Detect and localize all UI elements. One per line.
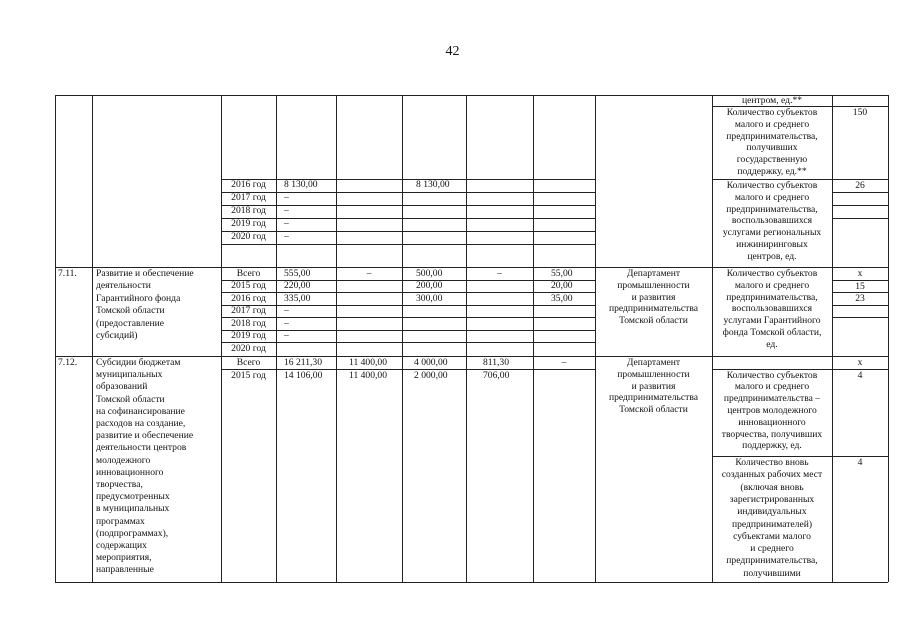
event-name: (подпрограммах),: [96, 527, 169, 539]
total-cell: 8 130,00: [284, 179, 318, 190]
event-name: деятельности центров: [96, 442, 187, 454]
indicator-text: зарегистрированных: [729, 493, 815, 505]
event-name: Томской области: [96, 393, 165, 405]
year-row-line: [221, 192, 595, 193]
year-row-line: [221, 305, 595, 306]
indicator-text: творчества, получивших: [721, 428, 823, 440]
amount-cell: 200,00: [416, 280, 443, 291]
event-name: предусмотренных: [96, 491, 170, 503]
year-cell: 2019 год: [231, 330, 266, 341]
amount-cell: 4 000,00: [414, 357, 448, 368]
column-line: [92, 95, 93, 582]
year-row-line: [221, 218, 595, 219]
year-cell: 2020 год: [231, 230, 266, 242]
event-name: Субсидии бюджетам: [96, 357, 181, 368]
year-row-line: [221, 330, 595, 331]
amount-cell: 811,30: [483, 357, 510, 368]
value-row-line: [832, 192, 888, 193]
amount-cell: –: [366, 267, 372, 279]
indicator-text: инновационного: [738, 416, 806, 428]
year-cell: 2018 год: [231, 317, 266, 329]
department-text: предпринимательства: [608, 392, 699, 404]
value-row-line: [832, 317, 888, 318]
amount-cell: 11 400,00: [349, 369, 388, 381]
year-cell: 2015 год: [231, 280, 266, 291]
indicator-value: 4: [857, 457, 863, 468]
indicator-text: малого и среднего: [734, 118, 810, 130]
year-row-line: [221, 342, 595, 343]
event-name: расходов на создание,: [96, 418, 186, 429]
event-name: направленные: [96, 564, 154, 576]
event-name: Гарантийного фонда: [96, 292, 181, 304]
event-name: творчества,: [96, 479, 143, 490]
indicator-text: малого и среднего: [734, 279, 810, 291]
indicator-text: индивидуальных: [737, 506, 807, 518]
total-cell: –: [284, 204, 289, 216]
indicator-text: предпринимательства –: [723, 393, 821, 405]
event-name: содержащих: [96, 540, 147, 551]
department-text: и развития: [631, 291, 676, 303]
total-cell: –: [284, 317, 289, 329]
department-text: Томской области: [619, 315, 688, 327]
indicator-text: малого и среднего: [734, 381, 810, 393]
indicator-text: и среднего: [750, 543, 794, 555]
total-cell: –: [284, 230, 289, 242]
event-name: инновационного: [96, 466, 164, 478]
department-text: Томской области: [619, 404, 688, 416]
department-text: промышленности: [617, 368, 690, 380]
amount-cell: 8 130,00: [416, 179, 450, 190]
indicator-text: субъектами малого: [733, 530, 811, 542]
year-cell: 2020 год: [231, 342, 266, 354]
indicator-text: поддержку, ед.**: [737, 166, 807, 177]
indicator-value: 26: [855, 180, 865, 191]
indicator-text: созданных рабочих мест: [721, 469, 823, 481]
year-cell: 2016 год: [231, 292, 266, 304]
event-name: мероприятия,: [96, 552, 152, 564]
indicator-text: центров, ед.: [747, 250, 797, 262]
year-cell: 2017 год: [231, 305, 266, 316]
indicator-value: 4: [857, 369, 863, 381]
indicator-text: государственную: [736, 154, 808, 166]
year-row-line: [221, 292, 595, 293]
total-cell: –: [284, 217, 289, 229]
indicator-value: 23: [855, 293, 865, 304]
indicator-text: центром, ед.**: [741, 95, 803, 106]
column-line: [888, 95, 889, 582]
amount-cell: 35,00: [551, 292, 573, 304]
event-name: образований: [96, 381, 148, 393]
total-cell: 335,00: [284, 292, 311, 304]
indicator-text: Количество субъектов: [726, 180, 818, 191]
event-name: молодежного: [96, 454, 151, 466]
indicator-text: воспользовавшихся: [731, 303, 813, 315]
indicator-text: малого и среднего: [734, 191, 810, 203]
indicator-value: 15: [855, 280, 865, 292]
department-text: Департамент: [626, 357, 681, 368]
amount-cell: 500,00: [416, 267, 443, 279]
event-name: муниципальных: [96, 369, 163, 381]
event-name: субсидий): [96, 330, 138, 341]
indicator-value: х: [857, 268, 863, 279]
year-row-line: [221, 317, 595, 318]
total-cell: 16 211,30: [284, 357, 323, 368]
column-line: [533, 95, 534, 582]
indicator-text: центров молодежного: [727, 404, 817, 416]
table-bottom-border: [55, 582, 888, 583]
indicator-text: Количество вновь: [735, 457, 809, 468]
column-line: [55, 95, 56, 582]
event-name: в муниципальных: [96, 503, 170, 515]
indicator-text: Количество субъектов: [726, 107, 818, 118]
year-cell: 2017 год: [231, 191, 266, 203]
indicator-text: предпринимательства,: [726, 291, 818, 303]
indicator-value: 150: [852, 107, 868, 118]
page-number: 42: [445, 44, 460, 59]
column-line: [402, 95, 403, 582]
year-row-line: [221, 244, 595, 245]
amount-cell: –: [497, 267, 502, 279]
event-name: Развитие и обеспечение: [96, 268, 194, 279]
column-line: [832, 95, 833, 582]
total-cell: –: [284, 305, 289, 316]
amount-cell: 2 000,00: [414, 369, 448, 381]
indicator-text: получившими: [743, 567, 801, 579]
event-name: Томской области: [96, 305, 165, 317]
row-number: 7.11.: [58, 268, 77, 279]
year-row-line: [221, 280, 595, 281]
total-cell: –: [284, 191, 289, 203]
amount-cell: 706,00: [483, 369, 510, 381]
amount-cell: 20,00: [551, 280, 573, 291]
year-cell: 2019 год: [231, 217, 266, 229]
indicator-text: инжиниринговых: [736, 239, 808, 250]
amount-cell: 55,00: [551, 267, 573, 279]
indicator-text: Количество субъектов: [726, 369, 818, 381]
total-cell: –: [284, 330, 289, 341]
indicator-text: предпринимателей): [731, 518, 813, 530]
amount-cell: 11 400,00: [349, 357, 388, 368]
indicator-text: (включая вновь: [740, 481, 804, 493]
indicator-text: воспользовавшихся: [731, 215, 813, 227]
indicator-text: предпринимательства,: [726, 203, 818, 215]
value-row-line: [832, 218, 888, 219]
indicator-text: предпринимательства,: [726, 555, 818, 567]
indicator-text: услугами Гарантийного: [723, 315, 821, 327]
indicator-value: х: [857, 357, 863, 368]
value-row-line: [832, 205, 888, 206]
total-cell: 220,00: [284, 280, 311, 291]
indicator-text: поддержку, ед.: [742, 440, 802, 452]
year-cell: Всего: [236, 357, 261, 368]
event-name: на софинансирование: [96, 405, 185, 417]
year-row-line: [221, 179, 595, 180]
department-text: предпринимательства: [608, 303, 699, 315]
year-row-line: [221, 205, 595, 206]
column-line: [595, 95, 596, 582]
indicator-text: предпринимательства,: [726, 130, 818, 142]
amount-cell: 300,00: [416, 292, 443, 304]
event-name: развитие и обеспечение: [96, 430, 194, 442]
department-text: промышленности: [617, 279, 690, 291]
indicator-text: фонда Томской области,: [722, 327, 822, 338]
indicator-text: Количество субъектов: [726, 268, 818, 279]
year-cell: 2015 год: [231, 369, 266, 381]
indicator-text: ед.: [766, 338, 778, 350]
department-text: и развития: [631, 380, 676, 392]
year-cell: Всего: [236, 267, 261, 279]
department-text: Департамент: [626, 268, 681, 279]
column-line: [466, 95, 467, 582]
row-number: 7.12.: [58, 357, 78, 368]
year-cell: 2018 год: [231, 204, 266, 216]
total-cell: 14 106,00: [284, 369, 323, 381]
indicator-text: получивших: [746, 142, 798, 154]
indicator-text: услугами региональных: [722, 227, 822, 239]
event-name: (предоставление: [96, 317, 164, 329]
event-name: деятельности: [96, 280, 151, 292]
event-name: программах: [96, 515, 145, 527]
column-line: [336, 95, 337, 582]
total-cell: 555,00: [284, 267, 311, 279]
amount-cell: –: [561, 357, 567, 368]
year-cell: 2016 год: [231, 179, 266, 190]
year-row-line: [221, 231, 595, 232]
column-line: [276, 95, 277, 582]
